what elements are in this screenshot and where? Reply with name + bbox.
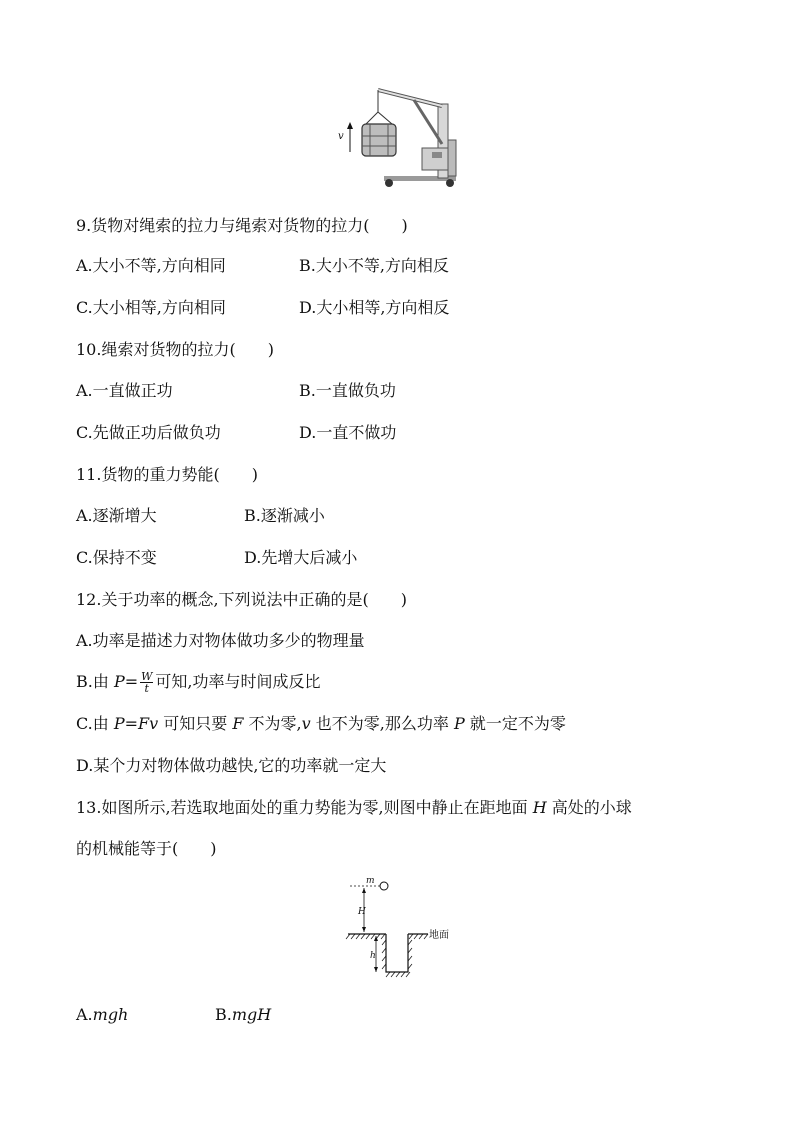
height-H-label: H (358, 907, 366, 917)
depth-h-label: h (370, 951, 376, 961)
cargo-box (362, 124, 396, 156)
q10-option-b: B.一直做负功 (299, 381, 396, 400)
q11-option-d: D.先增大后减小 (244, 548, 358, 567)
q13-stem-line2: 的机械能等于( ) (76, 839, 217, 858)
q9-stem: 9.货物对绳索的拉力与绳索对货物的拉力( ) (76, 216, 408, 235)
q11-stem: 11.货物的重力势能( ) (76, 465, 258, 484)
q9-option-b: B.大小不等,方向相反 (299, 256, 449, 275)
q10-stem: 10.绳索对货物的拉力( ) (76, 340, 274, 359)
q10-option-a: A.一直做正功 (76, 381, 173, 400)
q12-option-d: D.某个力对物体做功越快,它的功率就一定大 (76, 756, 387, 775)
q9-option-c: C.大小相等,方向相同 (76, 298, 226, 317)
ground-label: 地面 (429, 930, 449, 941)
q12-option-b: B.由 P= $\frac{W}{t}$ 可知,功率与时间成反比 (76, 670, 321, 695)
q12-option-c: C.由 P=Fv 可知只要 F 不为零,v 也不为零,那么功率 P 就一定不为零 (76, 714, 566, 733)
q12-option-a: A.功率是描述力对物体做功多少的物理量 (76, 631, 365, 650)
power-fraction: $\frac{W}{t}$ (141, 670, 153, 695)
pit (386, 934, 408, 972)
velocity-label: v (338, 131, 344, 142)
ball-mass-label: m (366, 876, 375, 886)
q9-option-d: D.大小相等,方向相反 (299, 298, 450, 317)
q13-stem-line1: 13.如图所示,若选取地面处的重力势能为零,则图中静止在距地面 H 高处的小球 (76, 798, 632, 817)
q11-option-b: B.逐渐减小 (244, 506, 325, 525)
q11-option-c: C.保持不变 (76, 548, 157, 567)
q9-option-a: A.大小不等,方向相同 (76, 256, 226, 275)
crane-figure (334, 84, 466, 190)
q10-option-c: C.先做正功后做负功 (76, 423, 221, 442)
q12-stem: 12.关于功率的概念,下列说法中正确的是( ) (76, 590, 408, 609)
crane-wheel (385, 179, 393, 187)
q11-option-a: A.逐渐增大 (76, 506, 157, 525)
q10-option-d: D.一直不做功 (299, 423, 397, 442)
q13-option-a: A.mgh (76, 1005, 129, 1024)
q13-option-b: B.mgH (215, 1005, 272, 1024)
crane-wheel (446, 179, 454, 187)
ground-pit-figure (344, 874, 456, 982)
ball (380, 882, 388, 890)
